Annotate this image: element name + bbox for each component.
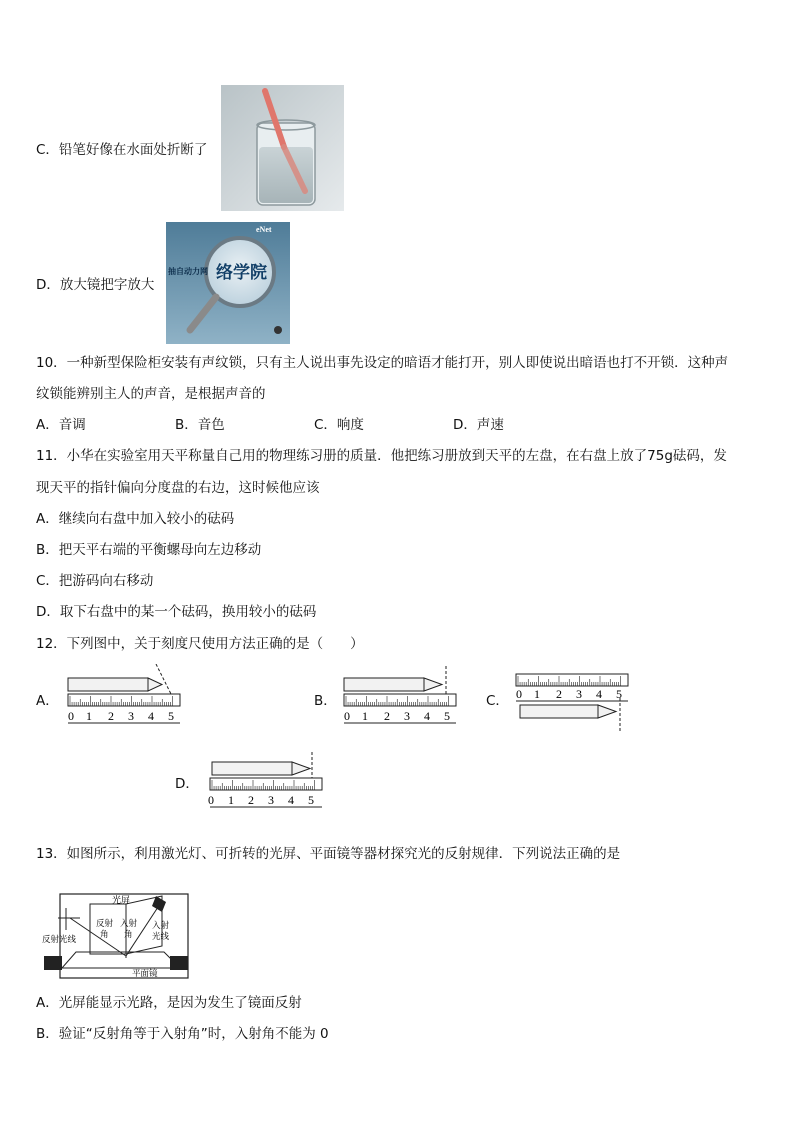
ruler-a-tick-3: 3 [128,709,134,723]
magnifier-small-text: 抽自动力网 [168,267,208,276]
ruler-figure-a [64,664,186,728]
ruler-d-tick-2: 2 [248,793,254,807]
q10-option-a: A．音调 [36,417,86,433]
label-screen: 光屏 [112,895,131,905]
ruler-d-tick-0: 0 [208,793,214,807]
ruler-c-tick-4: 4 [596,687,602,701]
ruler-b-tick-5: 5 [444,709,450,723]
q11-option-a: A．继续向右盘中加入较小的砝码 [36,511,235,527]
magnifier-logo: eNet [256,225,272,234]
q11-option-c: C．把游码向右移动 [36,573,154,589]
ruler-b-tick-3: 3 [404,709,410,723]
q11-stem-line2: 现天平的指针偏向分度盘的右边，这时候他应该 [36,480,320,496]
ruler-b-tick-0: 0 [344,709,350,723]
q12-label-b: B． [314,693,337,709]
ruler-c-tick-3: 3 [576,687,582,701]
ruler-d-tick-4: 4 [288,793,294,807]
label-incidence-angle-1: 入射 [120,918,138,928]
q10-option-b: B．音色 [175,417,225,433]
q11-option-d: D．取下右盘中的某一个砝码，换用较小的砝码 [36,604,317,620]
ruler-a-tick-4: 4 [148,709,154,723]
label-incident-ray-1: 入射 [152,920,170,930]
ruler-c-tick-1: 1 [534,687,540,701]
q13-option-b: B．验证“反射角等于入射角”时，入射角不能为 0 [36,1026,329,1042]
label-reflection-angle-1: 反射 [96,918,114,928]
q12-label-a: A． [36,693,59,709]
q12-stem: 12．下列图中，关于刻度尺使用方法正确的是（ ） [36,636,364,652]
q10-stem-line1: 10．一种新型保险柜安装有声纹锁，只有主人说出事先设定的暗语才能打开，别人即使说出暗语也打不开锁．这种声 [36,355,729,371]
ruler-d-tick-1: 1 [228,793,234,807]
q11-stem-line1: 11．小华在实验室用天平称量自己用的物理练习册的质量．他把练习册放到天平的左盘，在右盘上放了75g砝码，发 [36,448,727,464]
q11-option-b: B．把天平右端的平衡螺母向左边移动 [36,542,262,558]
ruler-d-tick-3: 3 [268,793,274,807]
q13-stem: 13．如图所示，利用激光灯、可折转的光屏、平面镜等器材探究光的反射规律．下列说法正确的是 [36,846,621,862]
reflection-experiment-diagram [40,890,190,982]
ruler-c-tick-5: 5 [616,687,622,701]
label-incident-ray-2: 光线 [152,931,170,941]
q10-stem-line2: 纹锁能辨别主人的声音，是根据声音的 [36,386,266,402]
ruler-figure-b [340,664,462,728]
ruler-figure-d [206,752,328,816]
label-reflection-angle-2: 角 [100,929,109,939]
magnifier-caption: 络学院 [216,263,267,282]
pencil-in-water-photo [221,85,344,211]
ruler-a-tick-1: 1 [86,709,92,723]
ruler-b-tick-2: 2 [384,709,390,723]
ruler-a-tick-2: 2 [108,709,114,723]
label-incidence-angle-2: 角 [124,929,133,939]
ruler-d-tick-5: 5 [308,793,314,807]
magnifier-photo [166,222,290,344]
ruler-b-tick-1: 1 [362,709,368,723]
ruler-figure-c [512,670,634,734]
label-reflected-ray: 反射光线 [42,934,77,944]
q10-option-d: D．声速 [453,417,504,433]
q9-option-d: D．放大镜把字放大 [36,277,155,293]
ruler-a-tick-5: 5 [168,709,174,723]
ruler-b-tick-4: 4 [424,709,430,723]
q12-label-c: C． [486,693,509,709]
label-mirror: 平面镜 [132,968,158,978]
ruler-c-tick-2: 2 [556,687,562,701]
q9-option-c: C．铅笔好像在水面处折断了 [36,142,208,158]
ruler-a-tick-0: 0 [68,709,74,723]
ruler-c-tick-0: 0 [516,687,522,701]
q10-option-c: C．响度 [314,417,364,433]
q12-label-d: D． [175,776,199,792]
q13-option-a: A．光屏能显示光路，是因为发生了镜面反射 [36,995,302,1011]
